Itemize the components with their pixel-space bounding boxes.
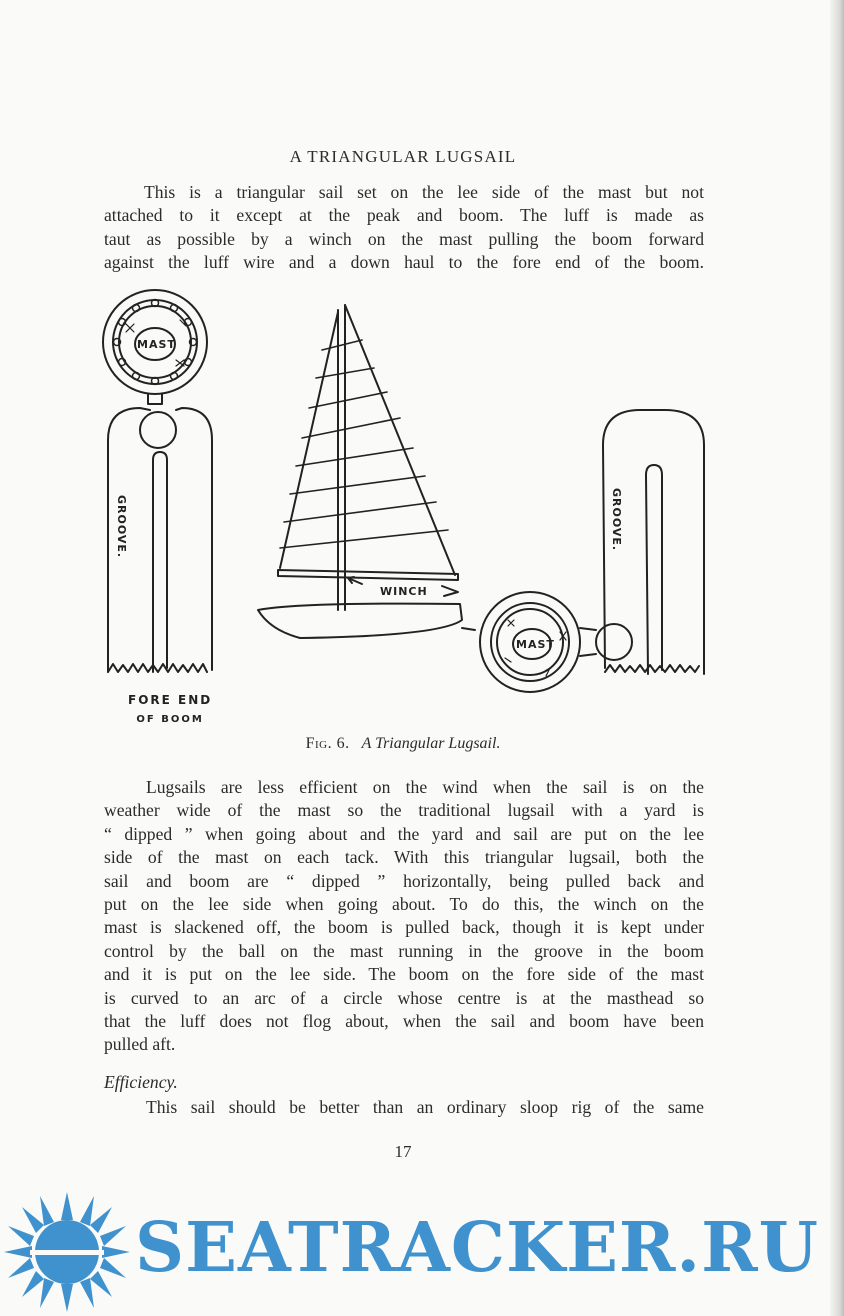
text-line: against the luff wire and a down haul to the fore end of the boom. [104, 252, 704, 273]
fore-end-line-2: OF BOOM [136, 714, 204, 725]
figure-caption [0, 735, 806, 753]
intro-paragraph [104, 181, 704, 275]
fore-end-label [128, 690, 212, 730]
sun-logo-icon [0, 1190, 135, 1316]
text-line: pulled aft. [104, 1034, 176, 1055]
right-mast-label: MAST [516, 638, 555, 651]
text-line: weather wide of the mast so the traditional lugsail with a yard is [104, 800, 704, 821]
figure-title: A Triangular Lugsail. [361, 735, 501, 752]
right-boom-drawing [480, 410, 704, 692]
watermark-text: SEATRACKER.RU [135, 1208, 819, 1288]
body-paragraph [104, 776, 704, 1057]
text-line: that the luff does not flog about, when the sail and boom have been [104, 1011, 704, 1032]
fore-end-line-1: FORE END [128, 693, 213, 707]
efficiency-subheading: Efficiency. [104, 1072, 178, 1092]
text-line: taut as possible by a winch on the mast pulling the boom forward [104, 228, 704, 249]
winch-label: WINCH [380, 585, 428, 598]
text-line: Lugsails are less efficient on the wind when the sail is on the [146, 777, 704, 797]
left-groove-label: GROOVE. [115, 495, 128, 559]
page-number: 17 [394, 1142, 412, 1161]
left-mast-label: MAST [137, 338, 176, 351]
text-line: and it is put on the lee side. The boom on the fore side of the mast [104, 964, 704, 985]
lugsail-figure [0, 280, 740, 730]
text-line: put on the lee side when going about. To do this, the winch on the [104, 894, 704, 915]
efficiency-paragraph [104, 1096, 704, 1119]
text-line: sail and boom are “ dipped ” horizontally, being pulled back and [104, 870, 704, 891]
page-edge [830, 0, 844, 1316]
figure-number: Fig. 6. [305, 735, 350, 752]
section-heading: A TRIANGULAR LUGSAIL [289, 147, 517, 166]
text-line: attached to it except at the peak and boom. The luff is made as [104, 205, 704, 226]
text-line: This sail should be better than an ordinary sloop rig of the same [146, 1097, 704, 1117]
text-line: This is a triangular sail set on the lee side of the mast but not [144, 182, 704, 202]
boat-drawing [258, 305, 475, 638]
right-groove-label: GROOVE. [610, 488, 623, 552]
text-line: side of the mast on each tack. With this triangular lugsail, both the [104, 847, 704, 868]
text-line: “ dipped ” when going about and the yard and sail are put on the lee [104, 823, 704, 844]
text-line: control by the ball on the mast running in the groove in the boom [104, 940, 704, 961]
text-line: is curved to an arc of a circle whose centre is at the masthead so [104, 987, 704, 1008]
text-line: mast is slackened off, the boom is pulled back, though it is kept under [104, 917, 704, 938]
